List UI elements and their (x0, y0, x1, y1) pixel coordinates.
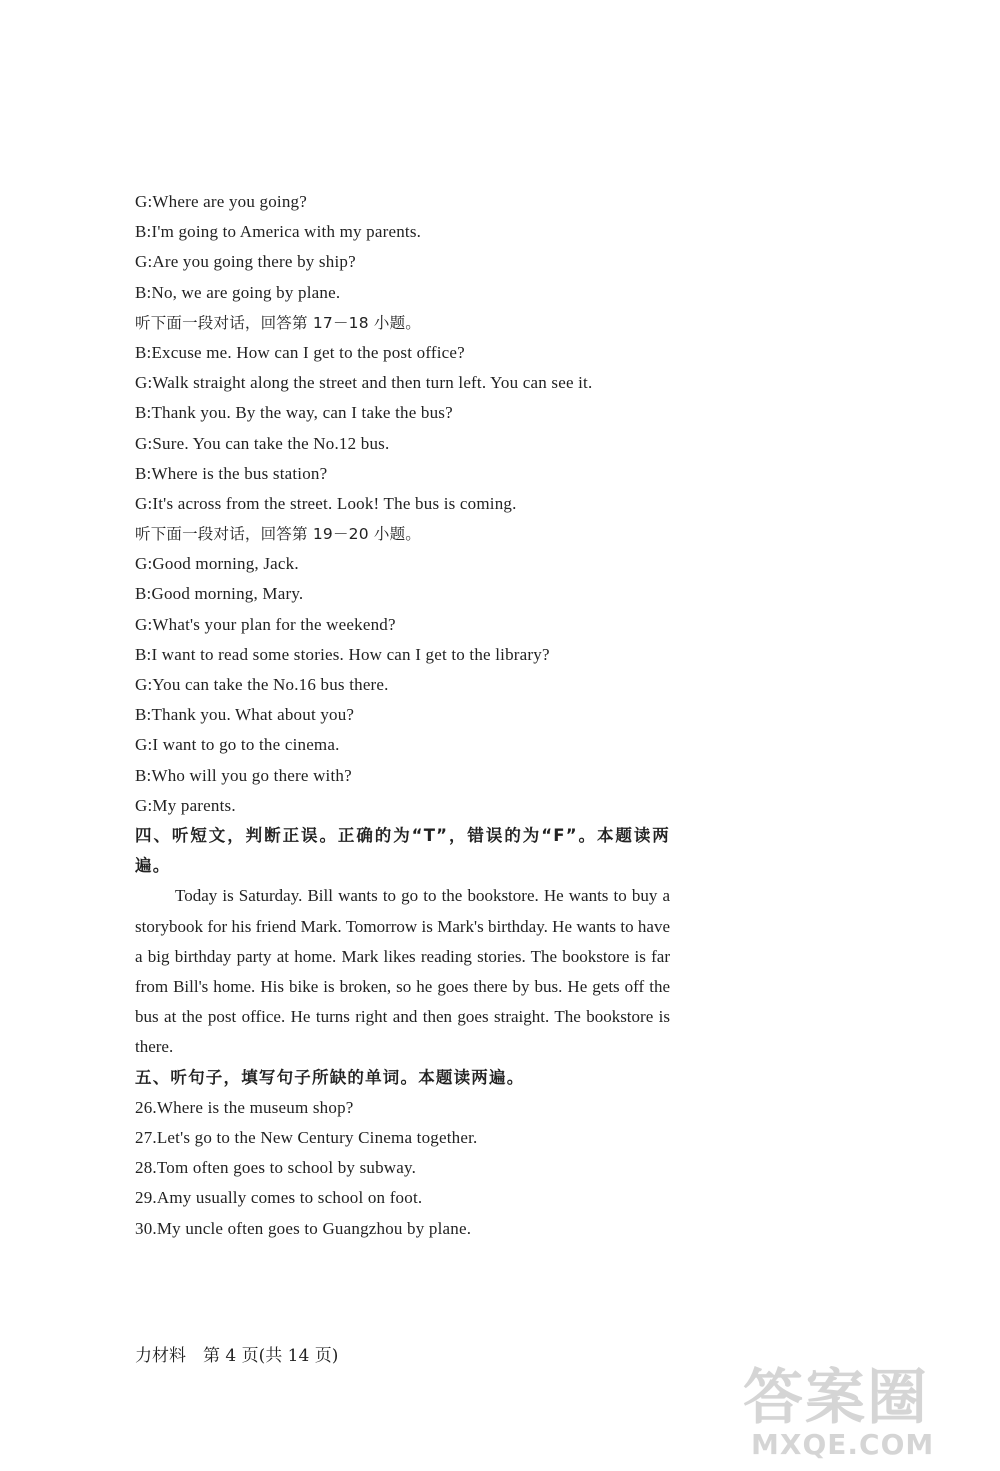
dialogue-line: B:I want to read some stories. How can I get to the library? (135, 644, 550, 664)
dialogue-line: B:Thank you. By the way, can I take the bus? (135, 403, 453, 423)
watermark-logo: 答案圈 (743, 1363, 929, 1433)
dialogue-line: G:I want to go to the cinema. (135, 735, 340, 755)
dialogue-line: B:No, we are going by plane. (135, 282, 341, 302)
dialogue-line: G:Where are you going? (135, 192, 307, 211)
sentence-item: 28.Tom often goes to school by subway. (135, 1158, 417, 1178)
section-4-heading: 四、听短文，判断正误。正确的为“T”，错误的为“F”。本题读两遍。 (135, 825, 670, 876)
page-content (135, 187, 670, 1244)
dialogue-line: G:My parents. (135, 795, 236, 815)
watermark-url: MXQE.COM (751, 1428, 935, 1461)
section-4-passage: Today is Saturday. Bill wants to go to the bookstore. He wants to buy a storybook for his friend Mark. Tomorrow is Mark's birthday. He wants to have a big birthday party at home. Mark likes reading stories. The bookstore is far from Bill's home. His bike is broken, so he goes there by bus. He gets off the bus at the post office. He turns right and then goes straight. The bookstore is there. (135, 886, 670, 1057)
instruction-19-20: 听下面一段对话，回答第 19－20 小题。 (135, 525, 422, 544)
dialogue-line: G:What's your plan for the weekend? (135, 614, 396, 634)
sentence-item: 30.My uncle often goes to Guangzhou by plane. (135, 1218, 472, 1238)
dialogue-line: G:Walk straight along the street and then turn left. You can see it. (135, 373, 593, 393)
dialogue-line: B:Where is the bus station? (135, 463, 328, 483)
page-footer: 力材料 第 4 页(共 14 页) (135, 1346, 339, 1366)
section-5-heading: 五、听句子，填写句子所缺的单词。本题读两遍。 (135, 1067, 525, 1087)
dialogue-line: B:Good morning, Mary. (135, 584, 304, 604)
dialogue-line: B:Excuse me. How can I get to the post office? (135, 342, 465, 362)
sentence-item: 26.Where is the museum shop? (135, 1097, 354, 1117)
dialogue-line: B:Thank you. What about you? (135, 705, 355, 725)
dialogue-line: G:Are you going there by ship? (135, 252, 356, 272)
site-watermark (743, 1363, 968, 1461)
dialogue-line: G:Sure. You can take the No.12 bus. (135, 433, 390, 453)
instruction-17-18: 听下面一段对话，回答第 17－18 小题。 (135, 313, 422, 332)
sentence-item: 27.Let's go to the New Century Cinema together. (135, 1127, 478, 1147)
sentence-item: 29.Amy usually comes to school on foot. (135, 1188, 423, 1208)
dialogue-line: B:I'm going to America with my parents. (135, 222, 422, 242)
dialogue-line: G:Good morning, Jack. (135, 554, 299, 574)
dialogue-line: B:Who will you go there with? (135, 765, 352, 785)
dialogue-line: G:You can take the No.16 bus there. (135, 675, 389, 695)
dialogue-line: G:It's across from the street. Look! The bus is coming. (135, 493, 517, 513)
